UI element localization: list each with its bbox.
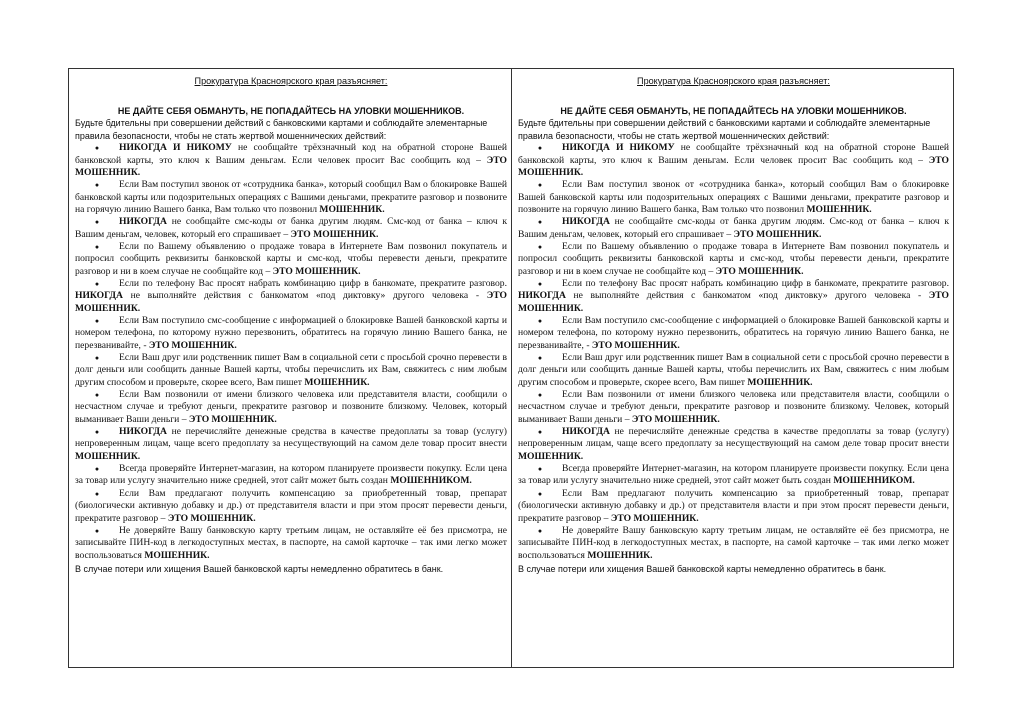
rule-item <box>518 352 949 389</box>
rule-text: не выполняйте действия с банкоматом «под диктовку» другого человека - <box>122 290 487 302</box>
bullet-icon: ● <box>537 181 543 190</box>
rule-item <box>75 179 507 216</box>
bullet-icon: ● <box>537 144 543 153</box>
bullet-icon: ● <box>94 181 100 190</box>
rule-item <box>75 525 507 562</box>
bullet-icon: ● <box>94 526 100 535</box>
bullet-icon: ● <box>94 218 100 227</box>
rule-text: Если по Вашему объявлению о продаже товара в Интернете Вам позвонил покупатель и попросил сообщить реквизиты банковской карты и смс-код, чтобы перевести деньги, прекратите разговор и ни в коем случае не сообщайте код – <box>75 240 507 277</box>
rule-item <box>518 315 949 352</box>
rule-item <box>75 426 507 463</box>
bullet-icon: ● <box>94 242 100 251</box>
rule-emphasis: НИКОГДА <box>119 426 167 438</box>
rule-text: Если Ваш друг или родственник пишет Вам в социальной сети с просьбой срочно перевести в долг деньги или сообщить данные Вашей карты, чтобы перечислить их Вам, свяжитесь с ним любым другим способом и проверьте, скорее всего, Вам пишет <box>75 352 507 388</box>
rule-item <box>75 216 507 241</box>
rule-text: не сообщайте трёхзначный код на обратной стороне Вашей банковской карты, это ключ к Вашим деньгам. Если человек просит Вас сообщить код – <box>518 142 950 166</box>
rule-item <box>518 525 949 562</box>
rule-text: не сообщайте смс-коды от банка другим людям. Смс-код от банка – ключ к Вашим деньгам, человек, который его спрашивает – <box>518 216 949 240</box>
rule-emphasis: НИКОГДА <box>75 290 123 302</box>
rule-emphasis: НИКОГДА <box>518 290 566 302</box>
rule-item <box>518 426 949 463</box>
rule-emphasis: МОШЕННИКОМ. <box>833 475 915 487</box>
rule-text: не выполняйте действия с банкоматом «под диктовку» другого человека - <box>565 290 929 302</box>
bullet-icon: ● <box>537 526 543 535</box>
rule-item <box>518 488 949 525</box>
bullet-icon: ● <box>537 354 543 363</box>
rule-emphasis: МОШЕННИКОМ. <box>390 475 472 487</box>
bullet-icon: ● <box>94 428 100 437</box>
rule-item <box>75 352 507 389</box>
rule-emphasis: ЭТО МОШЕННИК. <box>148 339 237 351</box>
rule-text: не перечисляйте денежные средства в качестве предоплаты за товар (услугу) непроверенным лицам, чаще всего предоплату за несуществующий на самом деле товар просит внести <box>518 426 949 450</box>
rule-emphasis: МОШЕННИК. <box>806 203 872 215</box>
bullet-icon: ● <box>94 317 100 325</box>
rule-emphasis: ЭТО МОШЕННИК. <box>518 290 949 314</box>
rule-emphasis: ЭТО МОШЕННИК. <box>75 154 507 178</box>
bullet-icon: ● <box>94 391 100 400</box>
rule-item <box>518 278 949 315</box>
bullet-icon: ● <box>94 489 100 498</box>
bullet-icon: ● <box>94 279 100 288</box>
rule-emphasis: ЭТО МОШЕННИК. <box>188 413 277 425</box>
leaflet-sheet <box>68 68 954 668</box>
rule-emphasis: МОШЕННИК. <box>319 203 385 215</box>
rules-list <box>518 142 949 562</box>
rule-text: Если Вам позвонили от имени близкого человека или представителя власти, сообщили о несчастном случае и требуют деньги, прекратите разговор и позвоните близкому. Человек, который выманивает Ваши деньги – <box>518 389 949 425</box>
bullet-icon: ● <box>537 428 543 437</box>
bullet-icon: ● <box>537 218 543 227</box>
rule-emphasis: ЭТО МОШЕННИК. <box>290 228 379 240</box>
rule-item <box>75 488 507 525</box>
rule-text: Не доверяйте Вашу банковскую карту третьим лицам, не оставляйте её без присмотра, не записывайте ПИН-код в легкодоступных местах, в паспорте, на самой карточке – так ими легко может воспользоваться <box>75 524 507 561</box>
rule-text: Если Вам предлагают получить компенсацию за приобретенный товар, препарат (биологически активную добавку и др.) от представителя власти и при этом просят перевести деньги, прекратите разговор – <box>518 487 949 524</box>
rule-text: Всегда проверяйте Интернет-магазин, на котором планируете произвести покупку. Если цена за товар или услугу значительно ниже средней, этот сайт может быть создан <box>75 463 507 487</box>
rule-emphasis: МОШЕННИК. <box>144 549 210 561</box>
leaflet-heading: Прокуратура Красноярского края разъясняет: <box>637 76 830 86</box>
rule-emphasis: НИКОГДА <box>562 216 610 228</box>
bullet-icon: ● <box>94 144 100 153</box>
rule-text: не сообщайте трёхзначный код на обратной стороне Вашей банковской карты, это ключ к Вашим деньгам. Если человек просит Вас сообщить код – <box>75 142 508 166</box>
rule-emphasis: ЭТО МОШЕННИК. <box>631 413 720 425</box>
rule-text: Если Вам поступил звонок от «сотрудника банка», который сообщил Вам о блокировке Вашей банковской карты или подозрительных операциях с Вашими деньгами, прекратите разговор и позвоните на горячую линию Вашего банка, Вам только что позвонил <box>75 179 507 215</box>
rule-item <box>518 142 949 179</box>
bullet-icon: ● <box>537 465 543 474</box>
rule-emphasis: ЭТО МОШЕННИК. <box>610 512 699 524</box>
rule-text: Всегда проверяйте Интернет-магазин, на котором планируете произвести покупку. Если цена за товар или услугу значительно ниже средней, этот сайт может быть создан <box>518 463 949 487</box>
bullet-icon: ● <box>537 279 543 288</box>
rule-emphasis: ЭТО МОШЕННИК. <box>715 265 804 277</box>
rule-emphasis: МОШЕННИК. <box>75 450 141 462</box>
rules-list <box>75 142 507 562</box>
rule-item <box>75 389 507 426</box>
bullet-icon: ● <box>94 354 100 363</box>
rule-text: Не доверяйте Вашу банковскую карту третьим лицам, не оставляйте её без присмотра, не записывайте ПИН-код в легкодоступных местах, в паспорте, на самой карточке – так ими легко может воспользоваться <box>518 524 949 561</box>
leaflet-outro: В случае потери или хищения Вашей банковской карты немедленно обратитесь в банк. <box>75 563 444 574</box>
rule-item <box>75 463 507 488</box>
rule-text: не перечисляйте денежные средства в качестве предоплаты за товар (услугу) непроверенным лицам, чаще всего предоплату за несуществующий на самом деле товар просит внести <box>75 426 507 450</box>
leaflet-outro: В случае потери или хищения Вашей банковской карты немедленно обратитесь в банк. <box>518 563 887 574</box>
rule-text: Если Вам поступило смс-сообщение с информацией о блокировке Вашей банковской карты и номером телефона, по которому нужно перезвонить, обратитесь на горячую линию Вашего банка, не перезванивайте, - <box>518 315 949 351</box>
rule-emphasis: ЭТО МОШЕННИК. <box>167 512 256 524</box>
rule-text: Если по телефону Вас просят набрать комбинацию цифр в банкомате, прекратите разговор. <box>119 277 507 289</box>
bullet-icon: ● <box>537 317 543 325</box>
rule-emphasis: НИКОГДА И НИКОМУ <box>562 142 675 154</box>
rule-emphasis: НИКОГДА <box>562 426 610 438</box>
leaflet-intro: Будьте бдительны при совершении действий с банковскими картами и соблюдайте элементарные правила безопасности, чтобы не стать жертвой мошеннических действий: <box>518 118 931 141</box>
rule-text: Если Ваш друг или родственник пишет Вам в социальной сети с просьбой срочно перевести в долг деньги или сообщить данные Вашей карты, чтобы перечислить их Вам, свяжитесь с ним любым другим способом и проверьте, скорее всего, Вам пишет <box>518 352 949 388</box>
rule-text: Если по Вашему объявлению о продаже товара в Интернете Вам позвонил покупатель и попросил сообщить реквизиты банковской карты и смс-код, чтобы перевести деньги, прекратите разговор и ни в коем случае не сообщайте код – <box>518 240 949 277</box>
leaflet-copy-left <box>69 69 511 667</box>
leaflet-intro: Будьте бдительны при совершении действий с банковскими картами и соблюдайте элементарные правила безопасности, чтобы не стать жертвой мошеннических действий: <box>75 118 488 141</box>
rule-emphasis: ЭТО МОШЕННИК. <box>75 290 507 314</box>
rule-text: Если Вам поступило смс-сообщение с информацией о блокировке Вашей банковской карты и номером телефона, по которому нужно перезвонить, обратитесь на горячую линию Вашего банка, не перезванивайте, - <box>75 315 507 351</box>
rule-emphasis: ЭТО МОШЕННИК. <box>518 154 949 178</box>
rule-text: не сообщайте смс-коды от банка другим людям. Смс-код от банка – ключ к Вашим деньгам, человек, который его спрашивает – <box>75 216 507 240</box>
rule-emphasis: ЭТО МОШЕННИК. <box>591 339 680 351</box>
bullet-icon: ● <box>94 465 100 474</box>
bullet-icon: ● <box>537 391 543 400</box>
rule-item <box>518 389 949 426</box>
rule-emphasis: МОШЕННИК. <box>587 549 653 561</box>
rule-item <box>518 216 949 241</box>
rule-item <box>75 315 507 352</box>
rule-item <box>75 241 507 278</box>
rule-emphasis: НИКОГДА <box>119 216 167 228</box>
rule-emphasis: МОШЕННИК. <box>304 376 370 388</box>
rule-emphasis: НИКОГДА И НИКОМУ <box>119 142 232 154</box>
rule-emphasis: МОШЕННИК. <box>747 376 813 388</box>
rule-emphasis: ЭТО МОШЕННИК. <box>733 228 822 240</box>
rule-emphasis: ЭТО МОШЕННИК. <box>272 265 361 277</box>
rule-item <box>75 142 507 179</box>
rule-item <box>518 463 949 488</box>
rule-emphasis: МОШЕННИК. <box>518 450 584 462</box>
rule-text: Если Вам поступил звонок от «сотрудника банка», который сообщил Вам о блокировке Вашей банковской карты или подозрительных операциях с Вашими деньгами, прекратите разговор и позвоните на горячую линию Вашего банка, Вам только что позвонил <box>518 179 949 215</box>
rule-item <box>518 241 949 278</box>
leaflet-title: НЕ ДАЙТЕ СЕБЯ ОБМАНУТЬ, НЕ ПОПАДАЙТЕСЬ НА УЛОВКИ МОШЕННИКОВ. <box>117 106 465 116</box>
bullet-icon: ● <box>537 489 543 498</box>
bullet-icon: ● <box>537 242 543 251</box>
leaflet-title: НЕ ДАЙТЕ СЕБЯ ОБМАНУТЬ, НЕ ПОПАДАЙТЕСЬ НА УЛОВКИ МОШЕННИКОВ. <box>560 106 907 116</box>
rule-item <box>518 179 949 216</box>
rule-text: Если по телефону Вас просят набрать комбинацию цифр в банкомате, прекратите разговор. <box>562 277 949 289</box>
rule-text: Если Вам позвонили от имени близкого человека или представителя власти, сообщили о несчастном случае и требуют деньги, прекратите разговор и позвоните близкому. Человек, который выманивает Ваши деньги – <box>75 389 507 425</box>
rule-item <box>75 278 507 315</box>
leaflet-heading: Прокуратура Красноярского края разъясняет: <box>194 76 388 86</box>
leaflet-copy-right <box>511 69 953 667</box>
rule-text: Если Вам предлагают получить компенсацию за приобретенный товар, препарат (биологически активную добавку и др.) от представителя власти и при этом просят перевести деньги, прекратите разговор – <box>75 487 507 524</box>
